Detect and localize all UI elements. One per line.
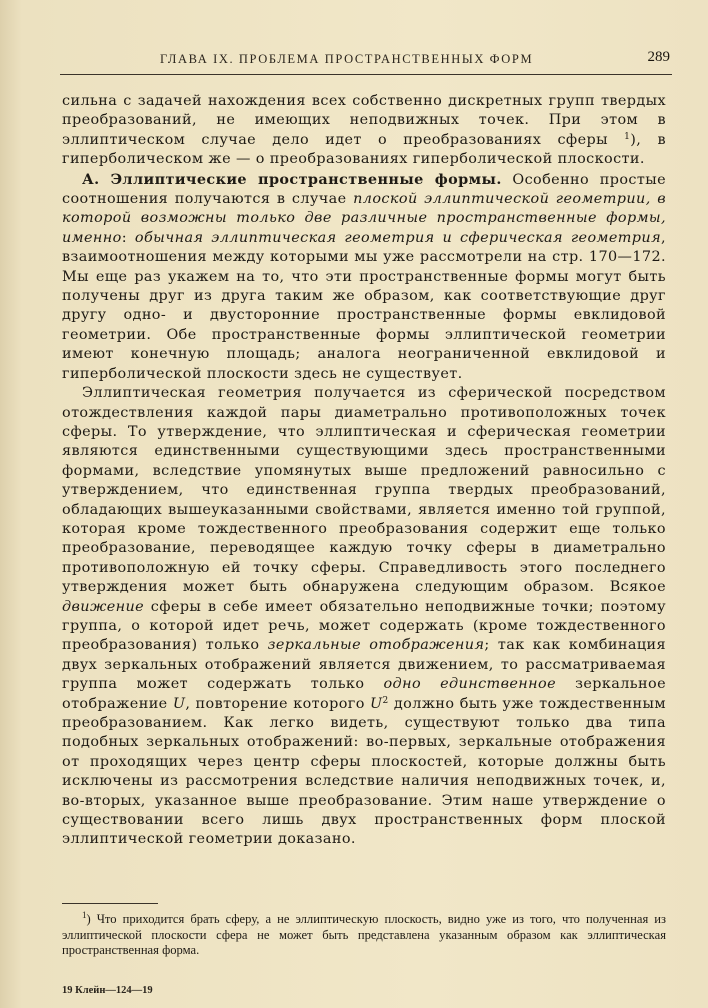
paragraph-3 — [62, 384, 666, 850]
paragraph-3-text: сферы в себе имеет обязательно неподвижные точки; поэтому группа, о которой идет речь, может содержать (кроме тождественного преобразования) только — [62, 598, 666, 654]
math-symbol-u: U — [370, 695, 383, 712]
footnote — [62, 912, 666, 959]
paragraph-3-text: Эллиптическая геометрия получается из сферической посредством отождествления каждой пары диаметрально противоположных точек сферы. То утверждение, что эллиптическая и сферическая геометрии являются единственными существующими здесь пространственными формами, вследствие упомянутых выше предложений равносильно с утверждением, что единственная группа твердых преобразований, обладающих вышеуказанными свойствами, является именно той группой, которая кроме тождественного преобразования содержит еще только преобразование, переводящее каждую точку сферы в диаметрально противоположную ей точку сферы. Справедливость этого последнего утверждения может быть обнаружена следующим образом. Всякое — [62, 385, 666, 596]
math-symbol-u: U — [172, 695, 186, 712]
running-head: ГЛАВА IX. ПРОБЛЕМА ПРОСТРАНСТВЕННЫХ ФОРМ — [160, 52, 534, 66]
footnote-ref: 1 — [624, 131, 631, 142]
footnote-text: ) Что приходится брать сферу, а не эллиптическую плоскость, видно уже из того, что полученная из эллиптической плоскости сфера не может быть представлена указанным образом как эллиптическая пространственная форма. — [62, 912, 666, 958]
paragraph-1-text: сильна с задачей нахождения всех собственно дискретных групп твердых преобразований, не имеющих неподвижных точек. При этом в эллиптическом случае дело идет о преобразованиях сферы — [62, 93, 666, 148]
paragraph-2-italic: обычная эллиптическая геометрия и сферическая геометрия — [134, 229, 662, 246]
paragraph-3-text: зеркальное отображение — [62, 676, 666, 712]
paragraph-2 — [62, 170, 666, 384]
footnote-divider — [62, 903, 158, 904]
page-header — [60, 46, 672, 75]
section-heading: А. Эллиптические пространственные формы. — [82, 170, 502, 188]
paragraph-3-text: ; так как комбинация двух зеркальных отображений является движением, то рассматриваемая группа может содержать только — [62, 637, 666, 693]
page-number: 289 — [647, 49, 670, 65]
exponent: 2 — [382, 695, 389, 706]
footnote-marker: 1 — [82, 910, 87, 920]
paragraph-1-text-end: ), в гиперболическом же — о преобразованиях гиперболической плоскости. — [62, 131, 666, 168]
printer-signature: 19 Клейн—124—19 — [62, 985, 153, 996]
paragraph-3-italic: одно единственное — [383, 676, 557, 693]
paragraph-3-text: должно быть уже тождественным преобразованием. Как легко видеть, существуют только два типа подобных зеркальных отображений: во-первых, зеркальные отображения от проходящих через центр сферы плоскостей, которые должны быть исключены из рассмотрения вследствие наличия неподвижных точек, и, во-вторых, указанное выше преобразование. Этим наше утверждение о существовании всего лишь двух пространственных форм плоской эллиптической геометрии доказано. — [62, 695, 666, 848]
paragraph-2-italic: плоской эллиптической геометрии, в которой возможны только две различные пространственные формы, именно — [62, 191, 667, 246]
paragraph-3-italic: зеркальные отображения — [267, 637, 485, 654]
paragraph-3-italic: движение — [62, 598, 145, 615]
paragraph-2-text: : — [121, 229, 135, 246]
paragraph-1 — [62, 92, 666, 170]
paragraph-2-text: , взаимоотношения между которыми мы уже рассмотрели на стр. 170—172. Мы еще раз укажем на то, что эти пространственные формы могут быть получены друг из друга таким же образом, как соответствующие друг другу одно- и двусторонние пространственные формы евклидовой геометрии. Обе пространственные формы эллиптической геометрии имеют конечную площадь; аналога неограниченной евклидовой и гиперболической плоскости здесь не существует. — [62, 229, 666, 382]
footnote-paragraph — [62, 912, 666, 959]
paragraph-3-text: , повторение которого — [185, 695, 370, 712]
body-text — [62, 92, 666, 850]
paragraph-2-text: Особенно простые соотношения получаются в случае — [62, 171, 666, 208]
